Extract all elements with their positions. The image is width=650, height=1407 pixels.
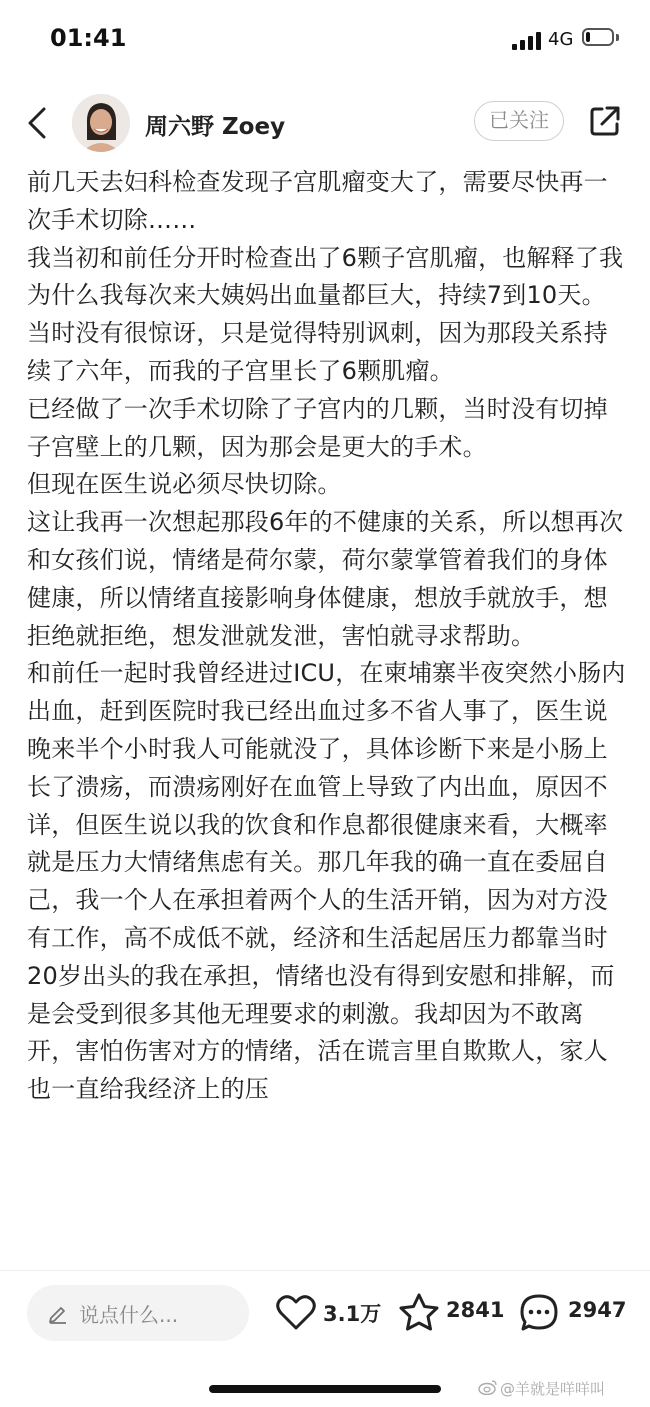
post-header <box>0 88 650 158</box>
comment-button[interactable] <box>518 1292 638 1334</box>
watermark: @羊就是咩咩叫 <box>500 1380 606 1398</box>
weibo-logo <box>478 1379 498 1395</box>
comment-input[interactable] <box>27 1285 249 1341</box>
comment-icon <box>518 1292 560 1334</box>
favorite-count: 2841 <box>446 1298 505 1322</box>
post-paragraph: 前几天去妇科检查发现子宫肌瘤变大了，需要尽快再一次手术切除…… <box>27 168 608 234</box>
post-content <box>27 164 627 1270</box>
post-paragraph: 和前任一起时我曾经进过ICU，在柬埔寨半夜突然小肠内出血，赶到医院时我已经出血过多不省人事了，医生说晚来半个小时我人可能就没了，具体诊断下来是小肠上长了溃疡，而溃疡刚好在血管上导致了内出血，原因不详，但医生说以我的饮食和作息都很健康来看，大概率就是压力大情绪焦虑有关。那几年我的确一直在委屈自己，我一个人在承担着两个人的生活开销，因为对方没有工作，高不成低不就，经济和生活起居压力都靠当时20岁出头的我在承担，情绪也没有得到安慰和排解，而是会受到很多其他无理要求的刺激。我却因为不敢离开，害怕伤害对方的情绪，活在谎言里自欺欺人，家人也一直给我经济上的压 <box>27 659 626 1104</box>
post-paragraph: 已经做了一次手术切除了子宫内的几颗，当时没有切掉子宫壁上的几颗，因为那会是更大的手术。 <box>27 394 608 461</box>
post-paragraph: 这让我再一次想起那段6年的不健康的关系，所以想再次和女孩们说，情绪是荷尔蒙，荷尔蒙掌管着我们的身体健康，所以情绪直接影响身体健康，想放手就放手，想拒绝就拒绝，想发泄就发泄，害怕就寻求帮助。 <box>27 508 624 650</box>
avatar[interactable] <box>72 94 130 152</box>
pen-icon <box>47 1302 69 1324</box>
post-paragraph: 我当初和前任分开时检查出了6颗子宫肌瘤，也解释了我为什么我每次来大姨妈出血量都巨大，持续7到10天。 <box>27 243 624 310</box>
follow-button[interactable]: 已关注 <box>474 101 564 141</box>
signal-icon <box>512 32 542 50</box>
back-icon[interactable] <box>24 106 54 140</box>
footer-divider <box>0 1270 650 1271</box>
share-icon[interactable] <box>588 104 622 138</box>
comment-placeholder: 说点什么... <box>79 1303 179 1327</box>
like-count: 3.1万 <box>323 1302 382 1326</box>
status-bar <box>0 0 650 80</box>
star-icon <box>398 1292 440 1332</box>
home-indicator[interactable] <box>209 1385 441 1393</box>
like-button[interactable] <box>275 1292 385 1334</box>
status-time: 01:41 <box>50 24 127 52</box>
author-name[interactable]: 周六野 Zoey <box>145 114 286 140</box>
post-paragraph: 但现在医生说必须尽快切除。 <box>27 470 342 499</box>
comment-count: 2947 <box>568 1298 627 1322</box>
battery-icon <box>582 28 620 48</box>
network-type: 4G <box>548 29 574 50</box>
heart-icon <box>275 1292 317 1332</box>
favorite-button[interactable] <box>398 1292 508 1334</box>
post-paragraph: 当时没有很惊讶，只是觉得特别讽刺，因为那段关系持续了六年，而我的子宫里长了6颗肌瘤。 <box>27 319 608 385</box>
